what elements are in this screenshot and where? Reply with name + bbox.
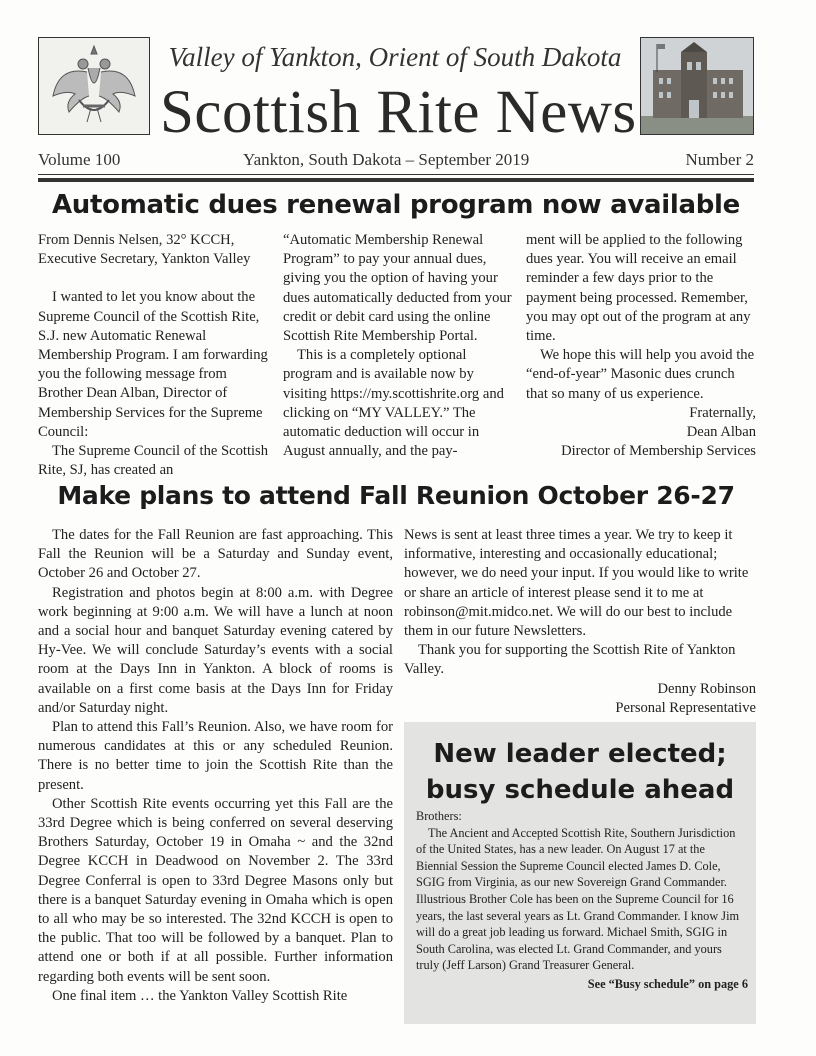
article1-paragraph: ment will be applied to the following dues year. You will receive an email reminder a few days prior to the payment being processed. Remember, you may opt out of the program at any time. [526,232,751,345]
article1-paragraph: This is a completely optional program and is available now by visiting https://my.scottishrite.org and clicking on “MY VALLEY.” The automatic deduction will occur in August annually, and the pay- [283,347,504,460]
logo-box [38,37,150,135]
sidebar-salutation: Brothers: [416,809,462,823]
article2-paragraph: One final item … the Yankton Valley Scottish Rite [52,987,348,1004]
article2-paragraph: Thank you for supporting the Scottish Rite of Yankton Valley. [404,642,736,678]
article2-column-1 [38,526,393,1006]
article1-closing: Fraternally, [689,404,756,421]
volume-number: Volume 100 [38,150,121,169]
sidebar-paragraph: The Ancient and Accepted Scottish Rite, Southern Jurisdiction of the United States, has a new leader. On August 17 at the Biennial Session the Supreme Council elected James D. Cole, SGIG from Virginia, as our new Sovereign Grand Commander. Illustrious Brother Cole has been on the Supreme Council for 16 years, the last several years as Lt. Grand Commander. I know Jim will do a great job leading us forward. Michael Smith, SGIG in South Carolina, was elected Lt. Grand Commander, and yours truly (Jeff Larson) Grand Treasurer General. [416,825,740,973]
article1-column-1 [38,231,270,480]
article2-paragraph: News is sent at least three times a year. We try to keep it informative, interesting and occasionally educational; however, we do need your input. If you would like to write or share an article of interest please send it to me at robinson@mit.midco.net. We will do our best to include them in our future Newsletters. [404,527,749,640]
sidebar-continued-link[interactable]: See “Busy schedule” on page 6 [587,976,748,991]
article1-signer-title: Director of Membership Services [561,443,756,460]
sidebar-headline [404,736,756,808]
temple-building-icon [641,38,753,134]
article2-paragraph: Plan to attend this Fall’s Reunion. Also, we have room for numerous candidates at this or any scheduled Reunion. There is no better time to join the Scottish Rite than the present. [38,719,393,793]
sidebar-headline-line-2: busy schedule ahead [425,775,735,805]
masthead-rule-thick [38,178,754,182]
article1-byline-line-2: Executive Secretary, Yankton Valley [38,251,251,268]
volume-line [38,150,754,172]
article2-paragraph: The dates for the Fall Reunion are fast approaching. This Fall the Reunion will be a Saturday and Sunday event, October 26 and October 27. [38,527,393,582]
article1-byline-line-1: From Dennis Nelsen, 32° KCCH, [38,232,235,248]
article2-signer-title: Personal Representative [615,699,756,716]
sidebar-headline-line-1: New leader elected; [433,739,727,769]
article1-column-2 [283,231,515,461]
dateline: Yankton, South Dakota – September 2019 [243,150,530,169]
sidebar-box [404,722,756,1024]
article1-paragraph: I wanted to let you know about the Supreme Council of the Scottish Rite, S.J. new Automatic Renewal Membership Program. I am forwarding you the following message from Brother Dean Alban, Director of Membership Services for the Supreme Council: [38,289,268,440]
article1-headline: Automatic dues renewal program now available [51,190,740,220]
issue-number: Number 2 [685,150,754,169]
article2-paragraph: Other Scottish Rite events occurring yet this Fall are the 33rd Degree which is being conferred on several deserving Brothers Saturday, October 19 in Omaha ~ and the 32nd Degree KCCH in Deadwood on November 2. The 33rd Degree Conferral is open to 33rd Degree Masons only but there is a banquet Saturday evening in Omaha which is open to all who may be so interested. The 32nd KCCH is open to the public. That too will be followed by a banquet. Plan to attend one or both if at all possible. Further information regarding both events will be sent soon. [38,795,393,985]
article1-column-3 [526,231,756,461]
article2-headline: Make plans to attend Fall Reunion October 26-27 [57,481,735,510]
photo-box [640,37,754,135]
article2-signer: Denny Robinson [657,680,756,697]
sidebar-body [416,808,748,993]
article2-column-2 [404,526,756,718]
double-headed-eagle-icon [39,38,149,134]
masthead-title: Scottish Rite News [160,79,637,146]
article1-paragraph: We hope this will help you avoid the “end-of-year” Masonic dues crunch that so many of us experience. [526,347,755,402]
article1-paragraph: “Automatic Membership Renewal Program” to pay your annual dues, giving you the option of having your dues automatically deducted from your credit or debit card using the online Scottish Rite Membership Portal. [283,232,512,345]
masthead-tagline: Valley of Yankton, Orient of South Dakota [168,42,622,72]
masthead-rule-thin [38,174,754,175]
article1-paragraph: The Supreme Council of the Scottish Rite, SJ, has created an [38,443,269,479]
article2-paragraph: Registration and photos begin at 8:00 a.m. with Degree work beginning at 9:00 a.m. We will have a lunch at noon and a social hour and banquet Saturday evening catered by Hy-Vee. We will conclude Saturday’s events with a social room at the Days Inn in Yankton. A block of rooms is available on a first come basis at the Days Inn for Friday and/or Saturday night. [38,584,393,716]
article1-signer: Dean Alban [686,424,756,441]
